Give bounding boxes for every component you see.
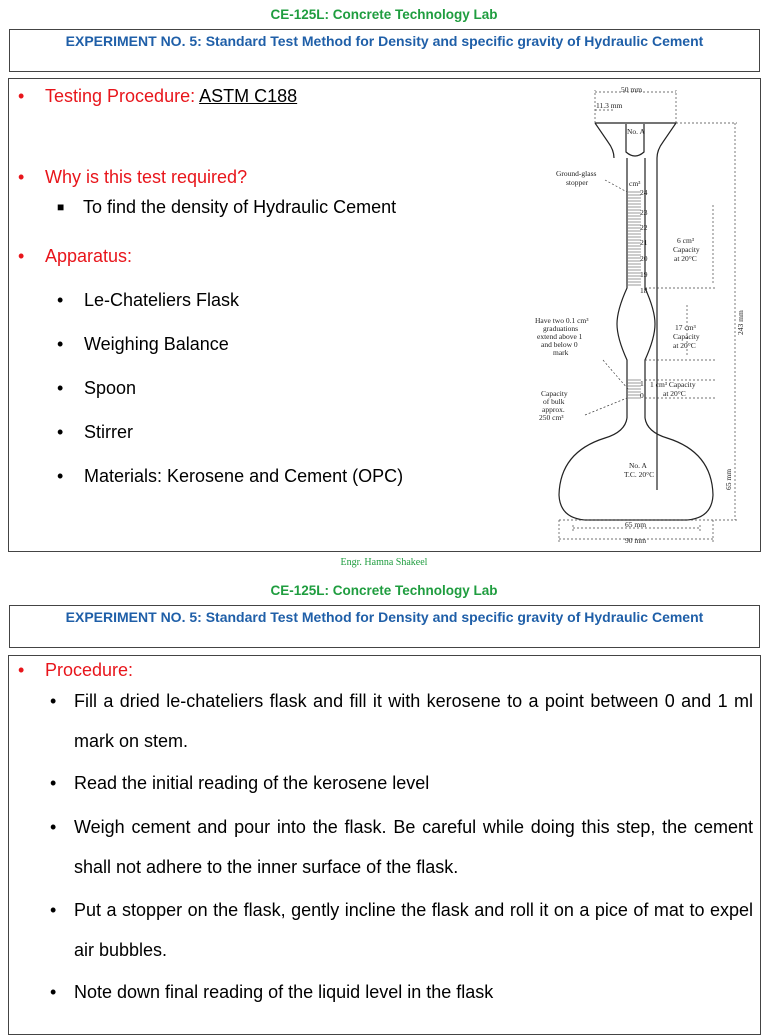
bullet-dot: • (18, 660, 25, 680)
svg-text:18: 18 (640, 286, 648, 295)
why-label: Why is this test required? (45, 167, 248, 187)
no-a-top: No. A (627, 127, 645, 136)
svg-text:250 cm³: 250 cm³ (539, 413, 564, 422)
graduation-note: Have two 0.1 cm³ (535, 316, 589, 325)
tc-20c: T.C. 20°C (624, 470, 655, 479)
svg-text:23: 23 (640, 208, 648, 217)
svg-text:at 20°C: at 20°C (673, 341, 696, 350)
svg-text:24: 24 (640, 188, 648, 197)
dim-90mm: 90 mm (625, 536, 647, 545)
ground-glass-label: Ground-glass (556, 169, 597, 178)
testing-procedure-label: Testing Procedure: (45, 86, 196, 106)
no-a-bottom: No. A (629, 461, 647, 470)
square-bullet: ■ (57, 200, 65, 214)
procedure-step: • Weigh cement and pour into the flask. Be careful while doing this step, the cement shall not adhere to the inner surface of the flask. (50, 817, 753, 877)
bullet-dot: • (18, 86, 25, 106)
procedure-step: • Note down final reading of the liquid level in the flask (50, 982, 494, 1002)
svg-text:19: 19 (640, 270, 648, 279)
procedure-step: • Fill a dried le-chateliers flask and fill it with kerosene to a point between 0 and 1 ml mark on stem. (50, 691, 753, 751)
experiment-title-2: EXPERIMENT NO. 5: Standard Test Method for Density and specific gravity of Hydraulic Cement (9, 605, 760, 648)
capacity-6: 6 cm³ (677, 236, 695, 245)
footer-author: Engr. Hamna Shakeel (340, 557, 428, 568)
svg-text:approx.: approx. (542, 405, 565, 414)
bullet-dot: • (18, 167, 25, 187)
astm-link[interactable]: ASTM C188 (199, 86, 298, 106)
apparatus-label: Apparatus: (45, 246, 133, 266)
procedure-step: • Read the initial reading of the kerosene level (50, 773, 430, 793)
svg-text:0: 0 (640, 391, 644, 400)
svg-text:stopper: stopper (566, 178, 589, 187)
svg-text:1: 1 (640, 379, 644, 388)
svg-text:Capacity: Capacity (673, 332, 700, 341)
svg-text:and below 0: and below 0 (541, 340, 578, 349)
svg-text:of bulk: of bulk (543, 397, 565, 406)
capacity-17: 17 cm³ (675, 323, 696, 332)
le-chatelier-flask-diagram (525, 80, 755, 550)
bullet-dot: • (18, 246, 25, 266)
svg-text:at 20°C: at 20°C (663, 389, 686, 398)
lab-title-2: CE-125L: Concrete Technology Lab (270, 583, 498, 598)
procedure-label: Procedure: (45, 660, 134, 680)
svg-text:22: 22 (640, 223, 648, 232)
dim-11-3mm: 11.3 mm (596, 101, 623, 110)
svg-text:Capacity: Capacity (673, 245, 700, 254)
procedure-step: • Put a stopper on the flask, gently incline the flask and roll it on a pice of mat to expel air bubbles. (50, 900, 753, 960)
svg-text:at 20°C: at 20°C (674, 254, 697, 263)
bulk-capacity: Capacity (541, 389, 568, 398)
experiment-title: EXPERIMENT NO. 5: Standard Test Method for Density and specific gravity of Hydraulic Cement (9, 29, 760, 72)
lab-title: CE-125L: Concrete Technology Lab (270, 7, 498, 22)
cm3-label: cm³ (629, 179, 641, 188)
svg-text:21: 21 (640, 238, 648, 247)
dim-243mm: 243 mm (736, 310, 745, 335)
why-answer: To find the density of Hydraulic Cement (83, 197, 397, 217)
svg-text:20: 20 (640, 254, 648, 263)
svg-text:mark: mark (553, 348, 569, 357)
dim-65mm-vertical: 65 mm (724, 468, 733, 490)
flask-neck-left (617, 158, 627, 418)
dim-50mm: 50 mm (621, 85, 643, 94)
svg-text:graduations: graduations (543, 324, 578, 333)
dim-65mm: 65 mm (625, 520, 647, 529)
capacity-1: 1 cm³ Capacity (650, 380, 696, 389)
svg-text:extend above 1: extend above 1 (537, 332, 583, 341)
